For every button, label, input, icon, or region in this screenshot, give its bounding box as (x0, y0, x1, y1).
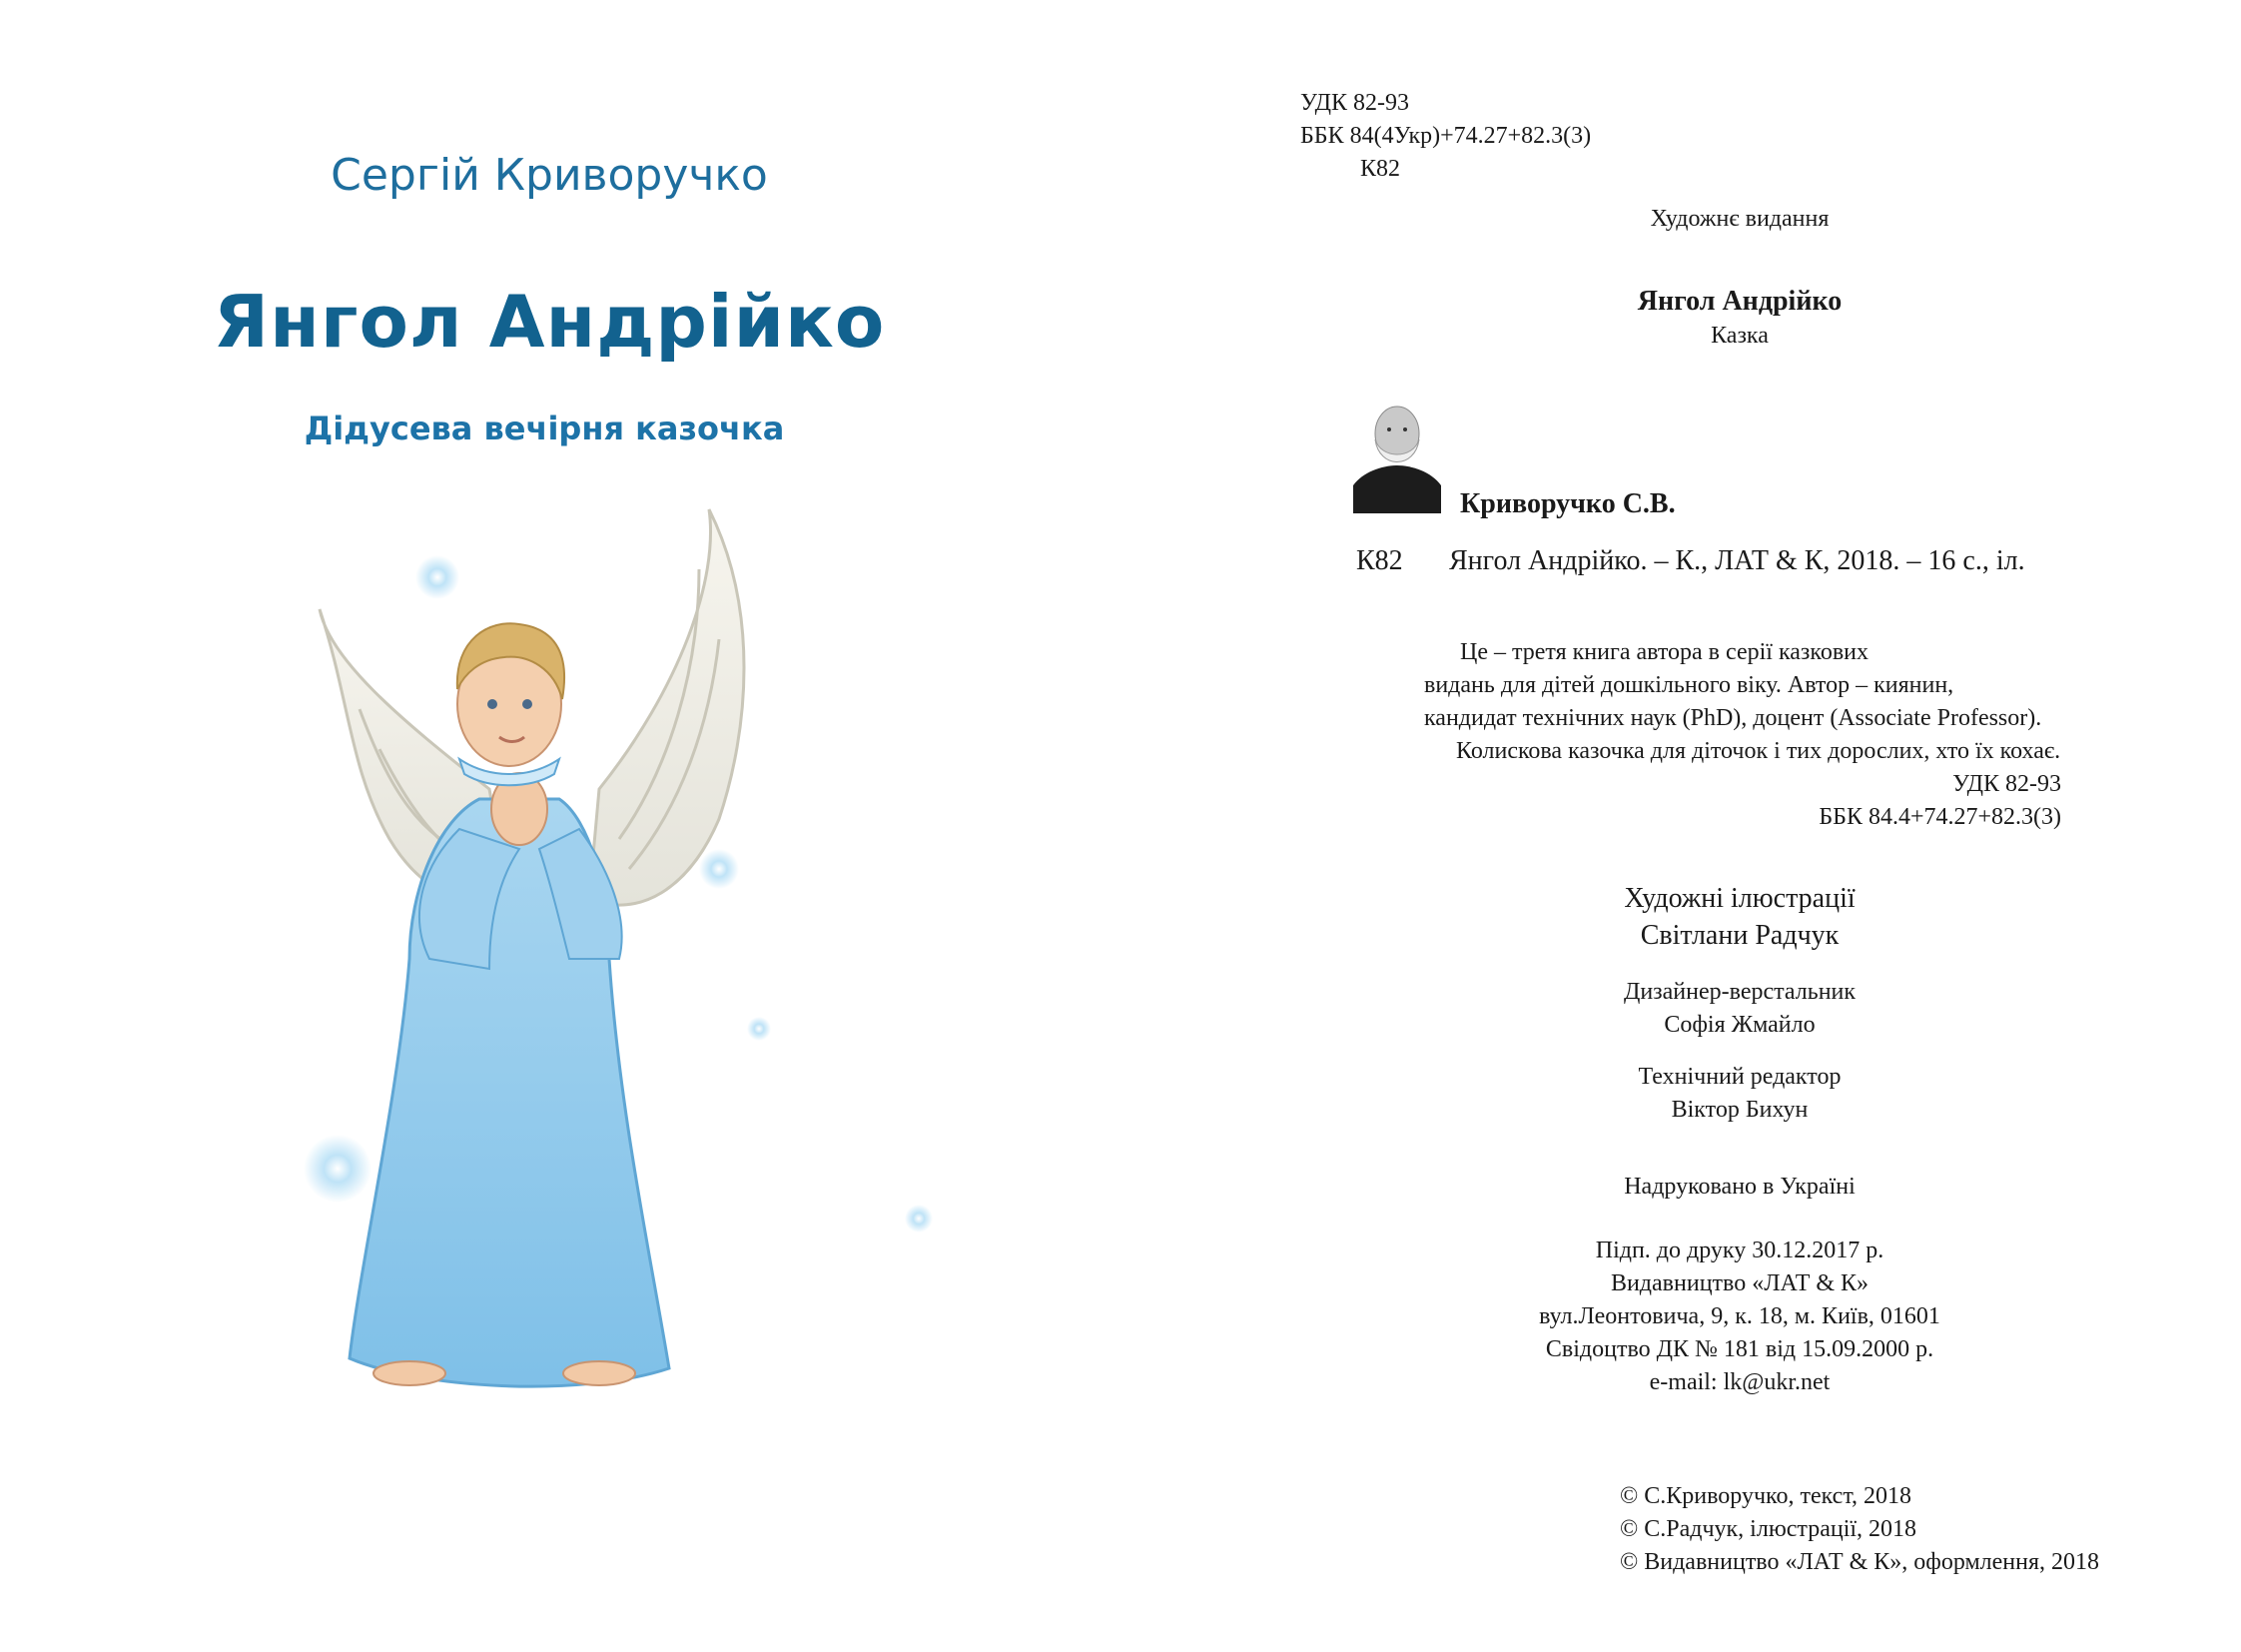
publisher-line: вул.Леонтовича, 9, к. 18, м. Київ, 01601 (1539, 1303, 1940, 1329)
cover-subtitle: Дідусева вечірня казочка (304, 410, 785, 447)
cover-title: Янгол Андрійко (213, 280, 886, 364)
annotation-line: видань для дітей дошкільного віку. Автор – киянин, (1424, 672, 1954, 698)
printed-in: Надруковано в Україні (1624, 1174, 1856, 1200)
catalog-code: К82 (1356, 545, 1403, 576)
book-title: Янгол Андрійко (1637, 286, 1843, 317)
copyright-line: © Видавництво «ЛАТ & К», оформлення, 2018 (1620, 1549, 2100, 1575)
copyright-line: © С.Криворучко, текст, 2018 (1620, 1483, 1911, 1509)
publisher-line: Підп. до друку 30.12.2017 р. (1595, 1238, 1884, 1263)
udk-code: УДК 82-93 (1300, 90, 1409, 116)
author-name: Криворучко С.В. (1460, 488, 1676, 519)
annotation-line: кандидат технічних наук (PhD), доцент (Associate Professor). (1424, 705, 2042, 731)
illustrations-label: Художні ілюстрації (1624, 883, 1856, 914)
annotation-line: Колискова казочка для діточок і тих дорослих, хто їх кохає. (1456, 738, 2061, 764)
cover-page (0, 0, 1120, 1652)
tech-editor-name: Віктор Бихун (1671, 1097, 1809, 1123)
designer-name: Софія Жмайло (1664, 1012, 1816, 1038)
cover-author: Сергій Криворучко (331, 150, 768, 201)
publisher-email: e-mail: lk@ukr.net (1649, 1369, 1831, 1395)
catalog-entry: Янгол Андрійко. – К., ЛАТ & К, 2018. – 16 с., іл. (1449, 545, 2025, 576)
illustrator-name: Світлани Радчук (1640, 920, 1840, 951)
genre-label: Художнє видання (1650, 206, 1830, 232)
designer-label: Дизайнер-верстальник (1623, 979, 1857, 1005)
publisher-line: Свідоцтво ДК № 181 від 15.09.2000 р. (1545, 1336, 1934, 1362)
bbk-code: ББК 84(4Укр)+74.27+82.3(3) (1300, 123, 1592, 149)
udk-code-2: УДК 82-93 (1952, 771, 2061, 797)
author-photo (1353, 390, 1441, 513)
publisher-line: Видавництво «ЛАТ & К» (1610, 1270, 1869, 1296)
tech-editor-label: Технічний редактор (1638, 1064, 1842, 1090)
bbk-code-2: ББК 84.4+74.27+82.3(3) (1819, 804, 2061, 830)
angel-illustration (160, 489, 979, 1498)
imprint-page (1120, 0, 2241, 1652)
copyright-line: © С.Радчук, ілюстрації, 2018 (1620, 1516, 1917, 1542)
author-mark: К82 (1360, 156, 1401, 182)
book-type: Казка (1711, 323, 1769, 349)
annotation-line: Це – третя книга автора в серії казкових (1460, 639, 1868, 665)
